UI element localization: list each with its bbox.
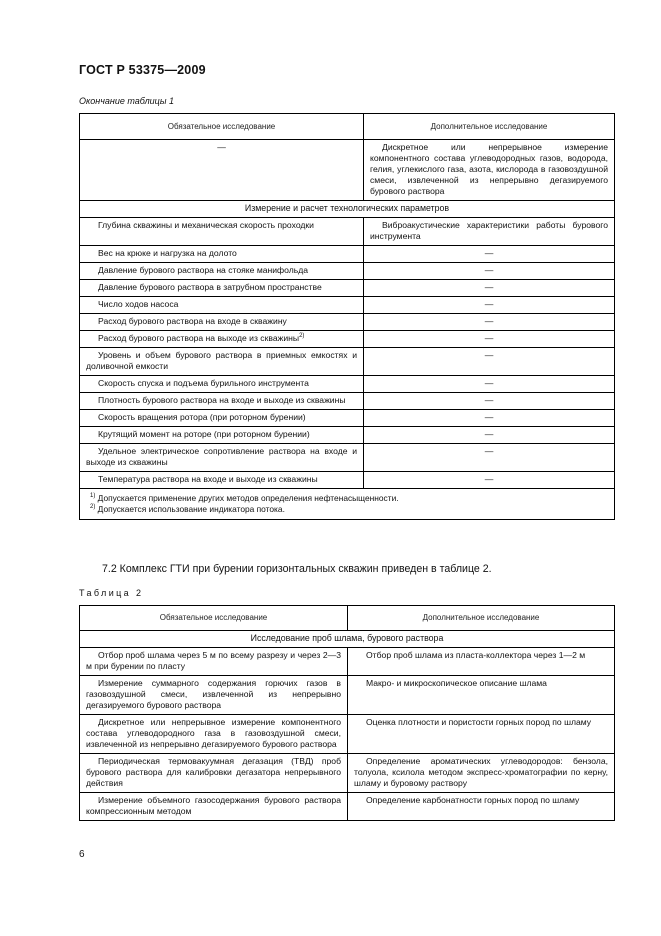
cell-text: Дискретное или непрерывное измерение компонентного состава углеводородного газа в газовоздушной смеси, извлеченной из непрерывно дегазируемого бурового раствора (86, 717, 341, 749)
table-row (80, 793, 615, 821)
table-cell-required (80, 754, 348, 793)
table-cell-additional: — (364, 444, 615, 472)
table-row (80, 410, 615, 427)
table1-col-additional: Дополнительное исследование (364, 114, 615, 140)
cell-text: Скорость вращения ротора (при роторном бурении) (98, 412, 306, 422)
table-cell-additional: — (364, 410, 615, 427)
table-cell-additional: — (364, 427, 615, 444)
table1-first-left: — (80, 140, 364, 201)
table-cell-required (80, 472, 364, 489)
footnote-text: Допускается использование индикатора потока. (97, 504, 285, 514)
footnote (90, 504, 604, 515)
table-row (80, 393, 615, 410)
table-cell-required (80, 715, 348, 754)
table-cell-additional: — (364, 314, 615, 331)
cell-text: Удельное электрическое сопротивление раствора на входе и выходе из скважины (86, 446, 357, 467)
document-title: ГОСТ Р 53375—2009 (79, 63, 206, 77)
footnote-mark: 2) (90, 504, 96, 511)
table-row (80, 444, 615, 472)
table-row (80, 246, 615, 263)
table-cell-required (80, 410, 364, 427)
table1-caption: Окончание таблицы 1 (79, 96, 174, 106)
table-cell-required (80, 331, 364, 348)
table-cell-additional: Макро- и микроскопическое описание шлама (348, 676, 615, 715)
table-cell-required (80, 314, 364, 331)
table-cell-required (80, 793, 348, 821)
table-1 (79, 113, 615, 520)
table-cell-additional: Виброакустические характеристики работы бурового инструмента (364, 218, 615, 246)
table-row (80, 648, 615, 676)
table-row (80, 754, 615, 793)
table-row (80, 715, 615, 754)
table-row (80, 280, 615, 297)
table-cell-required (80, 297, 364, 314)
table-cell-required (80, 263, 364, 280)
table-2 (79, 605, 615, 821)
table-cell-additional: — (364, 263, 615, 280)
table2-col-required: Обязательное исследование (80, 606, 348, 631)
table-cell-required (80, 348, 364, 376)
table-row (80, 472, 615, 489)
table1-footnotes (80, 489, 615, 520)
table-cell-additional: Определение ароматических углеводородов: бензола, толуола, ксилола методом экспресс-хроматографии по керну, шламу и буровому раствору (348, 754, 615, 793)
table-row (80, 218, 615, 246)
table2-caption: Таблица 2 (79, 588, 144, 598)
table-cell-additional: Оценка плотности и пористости горных пород по шламу (348, 715, 615, 754)
table-cell-required (80, 427, 364, 444)
table-cell-additional: — (364, 393, 615, 410)
table-cell-required (80, 376, 364, 393)
cell-text: Давление бурового раствора в затрубном пространстве (98, 282, 322, 292)
paragraph-7-2: 7.2 Комплекс ГТИ при бурении горизонтальных скважин приведен в таблице 2. (102, 563, 492, 575)
table-row (80, 631, 615, 648)
table-cell-required (80, 648, 348, 676)
table-row (80, 331, 615, 348)
table-cell-additional: — (364, 246, 615, 263)
cell-text: Измерение суммарного содержания горючих газов в газовоздушной смеси, извлеченной из непрерывно дегазируемого бурового раствора (86, 678, 341, 710)
table-cell-additional: Отбор проб шлама из пласта-коллектора через 1—2 м (348, 648, 615, 676)
table-row (80, 376, 615, 393)
table-cell-additional: — (364, 331, 615, 348)
table-row (80, 201, 615, 218)
cell-text: Расход бурового раствора на входе в скважину (98, 316, 287, 326)
footnote-mark: 1) (90, 493, 96, 500)
cell-text: Уровень и объем бурового раствора в приемных емкостях и доливочной емкости (86, 350, 357, 371)
cell-text: Периодическая термовакуумная дегазация (ТВД) проб бурового раствора для калибровки дегазатора непрерывного действия (86, 756, 341, 788)
table-cell-additional: — (364, 280, 615, 297)
table-row (80, 427, 615, 444)
table-row (80, 676, 615, 715)
table1-section-title: Измерение и расчет технологических параметров (80, 201, 615, 218)
table-cell-required (80, 444, 364, 472)
cell-text: Вес на крюке и нагрузка на долото (98, 248, 237, 258)
table-cell-additional: — (364, 376, 615, 393)
table-row (80, 348, 615, 376)
table-cell-required (80, 218, 364, 246)
table1-first-right: Дискретное или непрерывное измерение компонентного состава углеводородных газов, водорода, гелия, углекислого газа, азота, кислорода в газовоздушной смеси, извлеченной из непрерывно дегазируемого бурового раствора (364, 140, 615, 201)
cell-text: Крутящий момент на роторе (при роторном бурении) (98, 429, 310, 439)
cell-text: Температура раствора на входе и выходе из скважины (98, 474, 318, 484)
table-cell-additional: — (364, 472, 615, 489)
cell-text: Число ходов насоса (98, 299, 179, 309)
table-cell-required (80, 246, 364, 263)
table-row (80, 140, 615, 201)
cell-text: Глубина скважины и механическая скорость проходки (98, 220, 314, 230)
table-cell-required (80, 280, 364, 297)
table2-col-additional: Дополнительное исследование (348, 606, 615, 631)
table-cell-required (80, 393, 364, 410)
footnote-text: Допускается применение других методов определения нефтенасыщенности. (97, 493, 399, 503)
cell-text: Расход бурового раствора на выходе из скважины (98, 333, 300, 343)
table-row (80, 297, 615, 314)
table-cell-required (80, 676, 348, 715)
table1-col-required: Обязательное исследование (80, 114, 364, 140)
cell-text: Скорость спуска и подъема бурильного инструмента (98, 378, 309, 388)
table-cell-additional: Определение карбонатности горных пород по шламу (348, 793, 615, 821)
footnote (90, 493, 604, 504)
page-number: 6 (79, 849, 85, 860)
cell-text: Отбор проб шлама через 5 м по всему разрезу и через 2—3 м при бурении по пласту (86, 650, 341, 671)
table-cell-additional: — (364, 297, 615, 314)
table-row (80, 263, 615, 280)
cell-text: Плотность бурового раствора на входе и выходе из скважины (98, 395, 346, 405)
cell-text: Давление бурового раствора на стояке манифольда (98, 265, 309, 275)
table-cell-additional: — (364, 348, 615, 376)
table-footnotes-row (80, 489, 615, 520)
footnote-mark: 2) (299, 333, 305, 340)
cell-text: Измерение объемного газосодержания бурового раствора компрессионным методом (86, 795, 341, 816)
table2-section-title: Исследование проб шлама, бурового раствора (80, 631, 615, 648)
table-row (80, 314, 615, 331)
